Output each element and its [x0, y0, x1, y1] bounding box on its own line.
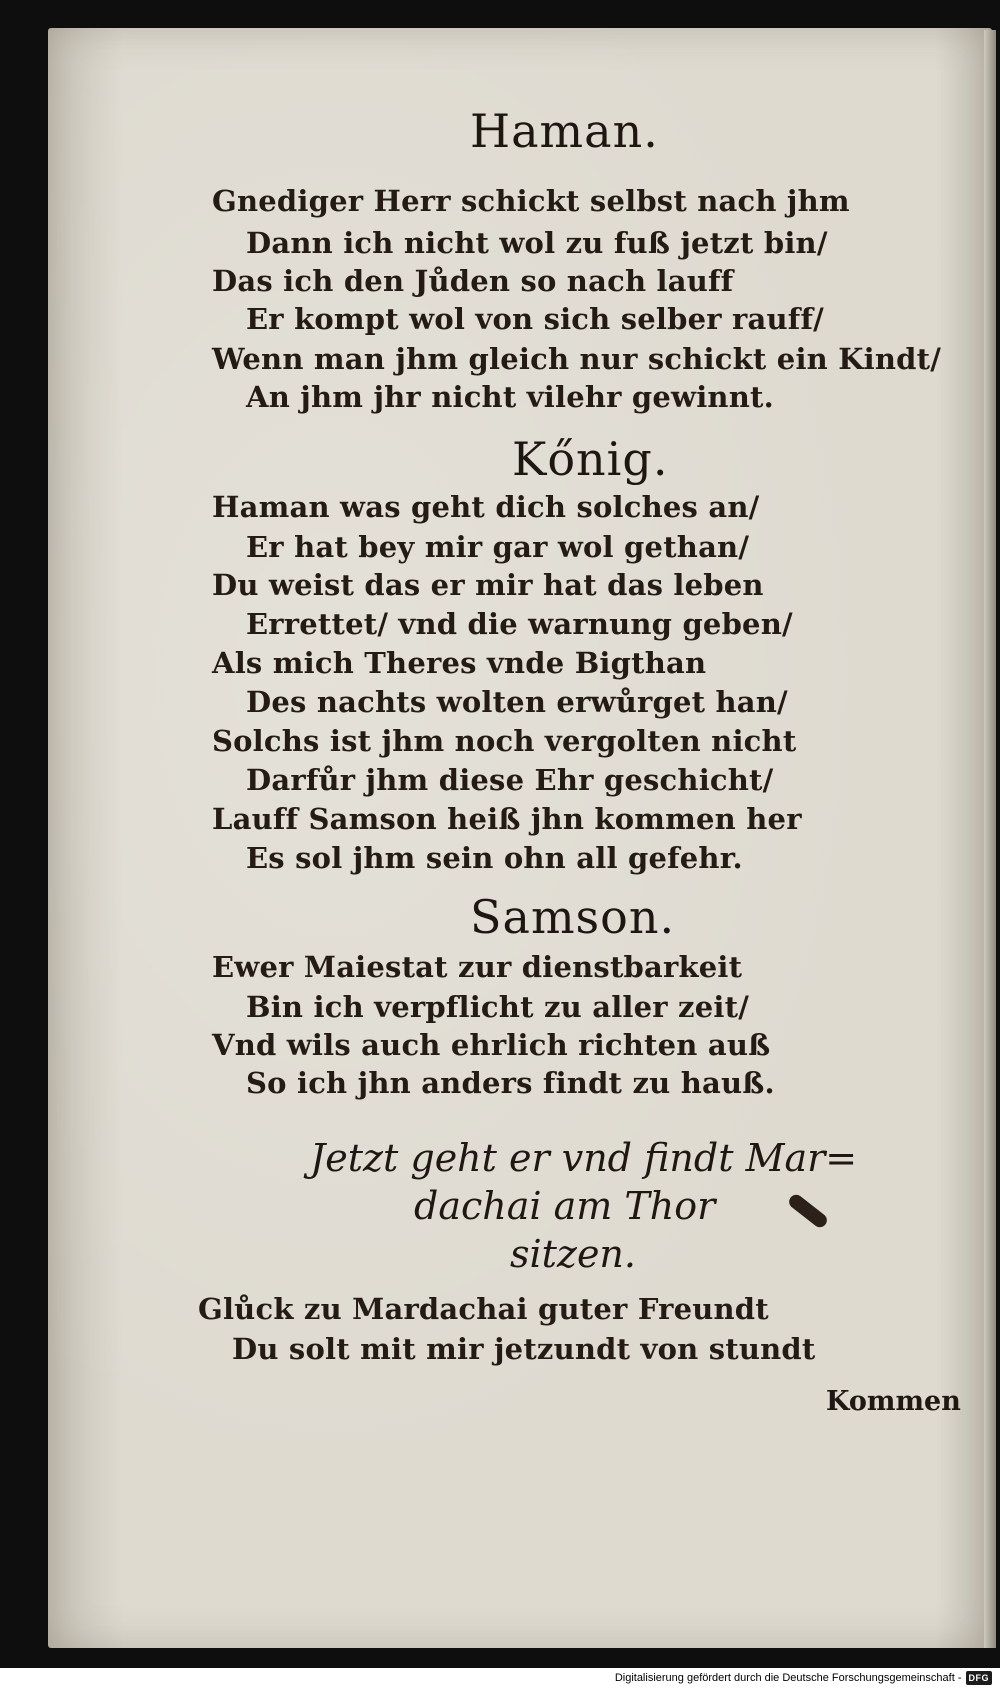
- digitization-credit: [615, 1669, 992, 1687]
- verse-line: Das ich den Jůden so nach lauff: [212, 264, 734, 298]
- verse-line: Vnd wils auch ehrlich richten auß: [212, 1028, 771, 1062]
- verse-line: Gnediger Herr schickt selbst nach jhm: [212, 184, 850, 218]
- verse-line: Es sol jhm sein ohn all gefehr.: [246, 841, 743, 875]
- verse-line: Dann ich nicht wol zu fuß jetzt bin/: [246, 226, 828, 260]
- verse-line: Du solt mit mir jetzundt von stundt: [232, 1332, 816, 1366]
- verse-line: An jhm jhr nicht vilehr gewinnt.: [246, 380, 774, 414]
- stage-direction-line: sitzen.: [510, 1232, 636, 1276]
- speaker-heading-samson: Samson.: [470, 890, 676, 944]
- credit-text: Digitalisierung gefördert durch die Deutsche Forschungsgemeinschaft -: [614, 1672, 962, 1684]
- verse-line: Er kompt wol von sich selber rauff/: [246, 302, 824, 336]
- stage-direction-line: Jetzt geht er vnd findt Mar=: [310, 1136, 858, 1180]
- verse-line: Ewer Maiestat zur dienstbarkeit: [212, 950, 743, 984]
- verse-line: Bin ich verpflicht zu aller zeit/: [246, 990, 749, 1024]
- verse-line: Darfůr jhm diese Ehr geschicht/: [246, 763, 774, 797]
- verse-line: Des nachts wolten erwůrget han/: [246, 685, 788, 719]
- verse-line: Lauff Samson heiß jhn kommen her: [212, 802, 802, 836]
- speaker-heading-koenig: Kőnig.: [512, 432, 669, 486]
- verse-line: Solchs ist jhm noch vergolten nicht: [212, 724, 797, 758]
- verse-line: So ich jhn anders findt zu hauß.: [246, 1066, 775, 1100]
- verse-line: Errettet/ vnd die warnung geben/: [246, 607, 793, 641]
- verse-line: Glůck zu Mardachai guter Freundt: [198, 1292, 769, 1326]
- ink-blot: [786, 1192, 829, 1230]
- verse-line: Du weist das er mir hat das leben: [212, 568, 764, 602]
- verse-line: Haman was geht dich solches an/: [212, 490, 760, 524]
- verse-line: Wenn man jhm gleich nur schickt ein Kindt/: [212, 342, 942, 376]
- dfg-logo: DFG: [966, 1671, 993, 1685]
- speaker-heading-haman: Haman.: [470, 104, 659, 158]
- verse-line: Er hat bey mir gar wol gethan/: [246, 530, 750, 564]
- stage-direction-line: dachai am Thor: [414, 1184, 716, 1228]
- verse-line: Als mich Theres vnde Bigthan: [212, 646, 707, 680]
- catchword: Kommen: [826, 1386, 961, 1417]
